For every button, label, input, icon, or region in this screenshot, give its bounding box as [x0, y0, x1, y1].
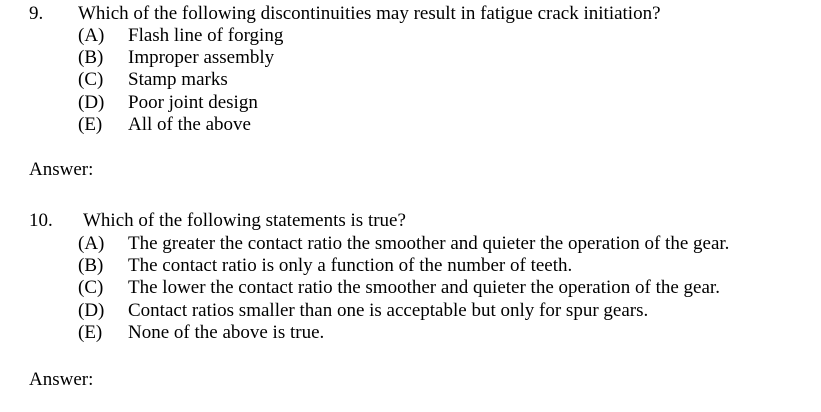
option-letter: (C): [78, 69, 104, 90]
question-number: 9.: [29, 3, 44, 24]
option-letter: (B): [78, 255, 104, 276]
option-text: Contact ratios smaller than one is acceptable but only for spur gears.: [128, 300, 649, 321]
option-text: All of the above: [128, 114, 251, 135]
option-text: The contact ratio is only a function of the number of teeth.: [128, 255, 573, 276]
option-letter: (A): [78, 233, 105, 254]
question-stem: Which of the following discontinuities may result in fatigue crack initiation?: [78, 3, 661, 24]
option-letter: (E): [78, 322, 103, 343]
option-letter: (D): [78, 92, 105, 113]
question-stem: Which of the following statements is true?: [83, 210, 406, 231]
option-letter: (E): [78, 114, 103, 135]
option-text: Stamp marks: [128, 69, 228, 90]
option-letter: (B): [78, 47, 104, 68]
option-letter: (D): [78, 300, 105, 321]
option-letter: (A): [78, 25, 105, 46]
option-text: The greater the contact ratio the smoother and quieter the operation of the gear.: [128, 233, 730, 254]
option-text: Poor joint design: [128, 92, 258, 113]
option-text: Improper assembly: [128, 47, 275, 68]
answer-label: Answer:: [29, 369, 94, 390]
option-text: Flash line of forging: [128, 25, 284, 46]
answer-label: Answer:: [29, 159, 94, 180]
option-text: None of the above is true.: [128, 322, 325, 343]
option-text: The lower the contact ratio the smoother and quieter the operation of the gear.: [128, 277, 720, 298]
question-number: 10.: [29, 210, 53, 231]
option-letter: (C): [78, 277, 104, 298]
